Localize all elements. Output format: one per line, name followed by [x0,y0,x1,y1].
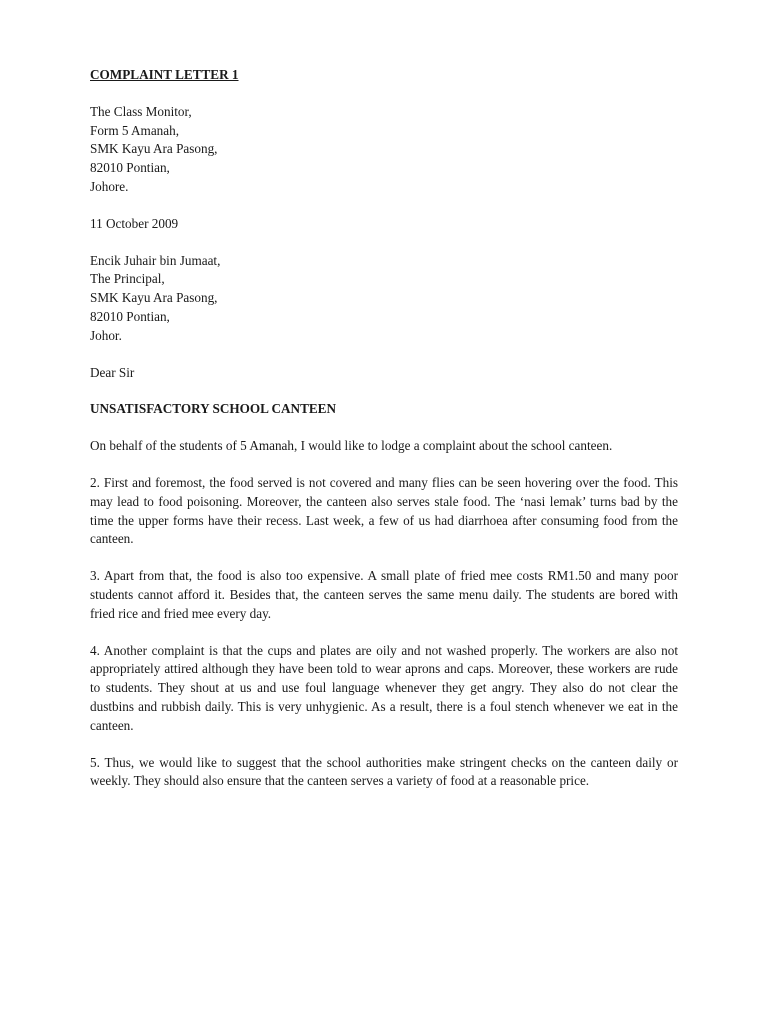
recipient-line: Encik Juhair bin Jumaat, [90,252,221,268]
body-paragraph: 4. Another complaint is that the cups and plates are oily and not washed properly. The workers are also not appropriately attired although they have been told to wear aprons and caps. Moreover, these workers are rude to students. They shout at us and use foul language whenever they get angry. They also do not clear the dustbins and rubbish daily. This is very unhygienic. As a result, there is a foul stench whenever we eat in the canteen. [90,642,678,733]
salutation: Dear Sir [90,364,135,380]
sender-address [90,103,678,197]
document-page [90,66,678,809]
body-paragraph: On behalf of the students of 5 Amanah, I would like to lodge a complaint about the school canteen. [90,438,613,454]
recipient-line: SMK Kayu Ara Pasong, [90,290,218,306]
recipient-line: 82010 Pontian, [90,308,170,324]
sender-line: The Class Monitor, [90,103,192,119]
body-paragraph: 3. Apart from that, the food is also too expensive. A small plate of fried mee costs RM1.50 and many poor students cannot afford it. Besides that, the canteen serves the same menu daily. The students are bored with fried rice and fried mee every day. [90,568,678,621]
subject-heading: UNSATISFACTORY SCHOOL CANTEEN [90,401,336,417]
document-title: COMPLAINT LETTER 1 [90,67,239,82]
body-paragraph: 2. First and foremost, the food served is not covered and many flies can be seen hovering over the food. This may lead to food poisoning. Moreover, the canteen also serves stale food. The ‘nasi lemak’ turns bad by the time the upper forms have their recess. Last week, a few of us had diarrhoea after consuming food from the canteen. [90,474,678,547]
letter-date: 11 October 2009 [90,215,179,231]
recipient-address [90,252,678,346]
sender-line: SMK Kayu Ara Pasong, [90,141,218,157]
sender-line: Form 5 Amanah, [90,122,180,138]
sender-line: Johore. [90,178,129,194]
sender-line: 82010 Pontian, [90,160,170,176]
recipient-line: The Principal, [90,271,165,287]
recipient-line: Johor. [90,327,122,343]
body-paragraph: 5. Thus, we would like to suggest that the school authorities make stringent checks on the canteen daily or weekly. They should also ensure that the canteen serves a variety of food at a reasonable price. [90,754,678,789]
